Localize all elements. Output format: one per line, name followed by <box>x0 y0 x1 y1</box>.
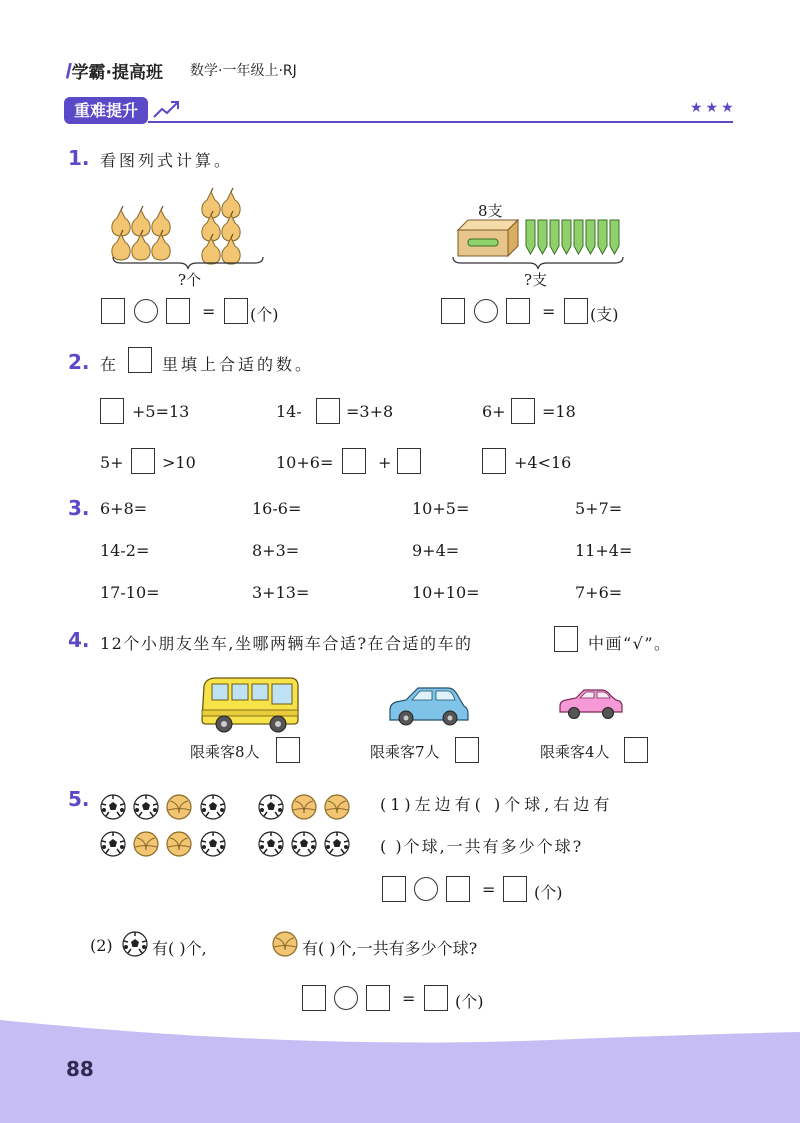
unit-label: (支) <box>590 305 619 324</box>
box-count-label: 8支 <box>478 202 503 220</box>
question-number: 2. <box>68 350 90 374</box>
volleyball-icon <box>271 930 301 960</box>
crayons-illustration <box>524 216 624 256</box>
question-text: ( )个球,一共有多少个球? <box>380 837 584 856</box>
answer-box[interactable] <box>276 737 300 763</box>
book-subtitle: 数学·一年级上·RJ <box>190 63 297 79</box>
car-icon <box>558 686 624 722</box>
answer-box[interactable] <box>397 448 421 474</box>
operator-circle[interactable] <box>474 299 498 323</box>
question-number: 4. <box>68 628 90 652</box>
operator-circle[interactable] <box>334 986 358 1010</box>
answer-box[interactable] <box>316 398 340 424</box>
answer-box[interactable] <box>506 298 530 324</box>
answer-box[interactable] <box>441 298 465 324</box>
bus-icon <box>198 676 302 734</box>
soccer-ball-icon <box>121 930 151 960</box>
question-text: 有( )个, <box>152 939 207 958</box>
answer-box[interactable] <box>455 737 479 763</box>
question-text: 看图列式计算。 <box>100 151 234 170</box>
header-rule <box>148 121 733 123</box>
answer-box[interactable] <box>224 298 248 324</box>
operator-circle[interactable] <box>134 299 158 323</box>
question-number: 1. <box>68 146 90 170</box>
answer-box[interactable] <box>624 737 648 763</box>
arith-item: 10+5= <box>412 499 470 518</box>
expression-text: 10+6= <box>276 453 334 472</box>
answer-box[interactable] <box>100 398 124 424</box>
answer-box[interactable] <box>382 876 406 902</box>
expression-text: 6+ <box>482 402 506 421</box>
equals-sign: = <box>542 302 556 321</box>
bottom-wave-decoration <box>0 1020 800 1123</box>
balls-illustration <box>100 794 360 862</box>
question-number: 3. <box>68 496 90 520</box>
answer-box[interactable] <box>424 985 448 1011</box>
expression-text: 14- <box>276 402 302 421</box>
answer-box[interactable] <box>564 298 588 324</box>
arith-item: 7+6= <box>575 583 623 602</box>
difficulty-stars: ★★★ <box>690 100 737 116</box>
question-text: 在 <box>100 355 120 374</box>
arith-item: 17-10= <box>100 583 160 602</box>
right-total-label: ?支 <box>524 271 548 289</box>
expression-text: =18 <box>542 402 576 421</box>
suv-icon <box>386 684 468 728</box>
car-capacity-label: 限乘客7人 <box>370 743 440 761</box>
arith-item: 9+4= <box>412 541 460 560</box>
answer-box[interactable] <box>131 448 155 474</box>
question-text: (1)左边有( )个球,右边有 <box>380 795 614 814</box>
unit-label: (个) <box>455 992 484 1011</box>
right-brace <box>452 256 624 270</box>
answer-box-sample <box>128 347 152 373</box>
expression-text: +4<16 <box>514 453 572 472</box>
equals-sign: = <box>202 302 216 321</box>
arith-item: 6+8= <box>100 499 148 518</box>
answer-box[interactable] <box>446 876 470 902</box>
section-badge: 重难提升 <box>64 97 148 124</box>
page-number: 88 <box>66 1057 94 1081</box>
pears-illustration <box>110 188 260 263</box>
question-text: 中画“√”。 <box>588 634 672 653</box>
answer-box[interactable] <box>342 448 366 474</box>
question-text: (2) <box>90 936 113 955</box>
answer-box[interactable] <box>482 448 506 474</box>
unit-label: (个) <box>534 883 563 902</box>
arith-item: 16-6= <box>252 499 302 518</box>
question-number: 5. <box>68 787 90 811</box>
answer-box[interactable] <box>503 876 527 902</box>
arith-item: 10+10= <box>412 583 480 602</box>
car-capacity-label: 限乘客4人 <box>540 743 610 761</box>
left-brace <box>112 256 264 270</box>
trend-arrow-icon <box>152 98 182 120</box>
operator-circle[interactable] <box>414 877 438 901</box>
answer-box[interactable] <box>511 398 535 424</box>
answer-box[interactable] <box>101 298 125 324</box>
arith-item: 3+13= <box>252 583 310 602</box>
question-text: 12个小朋友坐车,坐哪两辆车合适?在合适的车的 <box>100 634 473 653</box>
expression-text: >10 <box>162 453 196 472</box>
brand-logo-icon: 𝐼 <box>66 59 72 83</box>
book-brand: 𝐼学霸·提高班 <box>66 59 164 83</box>
unit-label: (个) <box>250 305 279 324</box>
equals-sign: = <box>402 989 416 1008</box>
car-capacity-label: 限乘客8人 <box>190 743 260 761</box>
answer-box[interactable] <box>366 985 390 1011</box>
answer-box[interactable] <box>302 985 326 1011</box>
arith-item: 8+3= <box>252 541 300 560</box>
arith-item: 5+7= <box>575 499 623 518</box>
expression-text: 5+ <box>100 453 124 472</box>
question-text: 有( )个,一共有多少个球? <box>302 939 478 958</box>
expression-text: + <box>378 453 392 472</box>
expression-text: =3+8 <box>346 402 394 421</box>
arith-item: 14-2= <box>100 541 150 560</box>
crayon-box-illustration <box>456 218 520 258</box>
left-total-label: ?个 <box>178 271 202 289</box>
arith-item: 11+4= <box>575 541 633 560</box>
answer-box[interactable] <box>166 298 190 324</box>
answer-box-sample <box>554 626 578 652</box>
equals-sign: = <box>482 880 496 899</box>
expression-text: +5=13 <box>132 402 190 421</box>
question-text: 里填上合适的数。 <box>162 355 315 374</box>
